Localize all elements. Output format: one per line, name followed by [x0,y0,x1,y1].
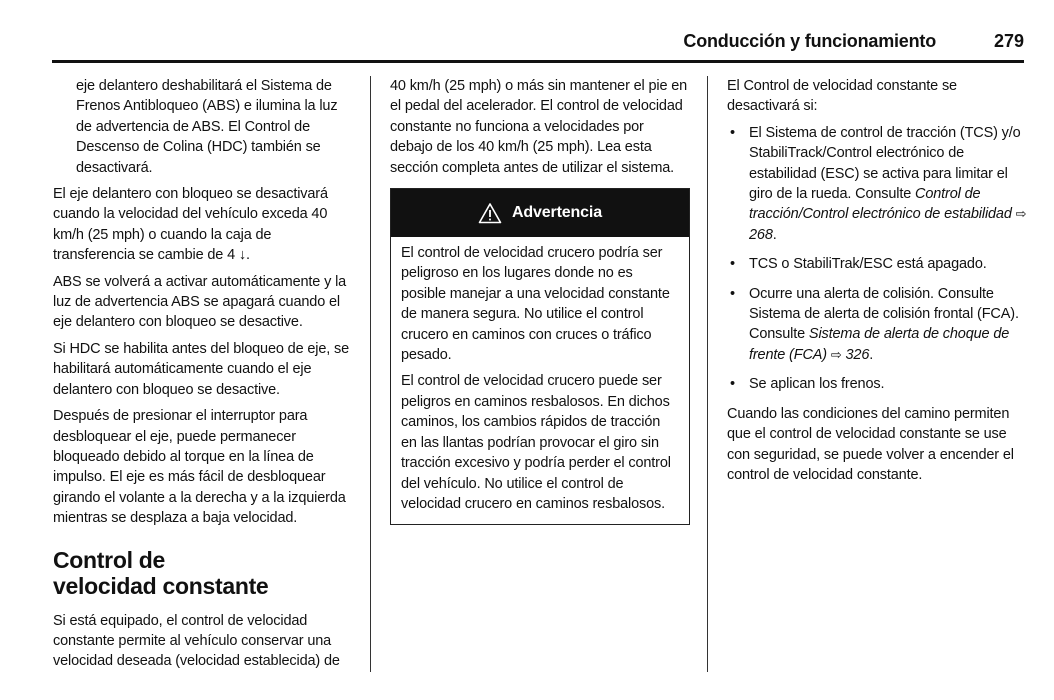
page-reference-number[interactable]: 268 [749,226,773,243]
paragraph-axle-lock-deactivation [53,184,355,266]
reference-link-collision-alert[interactable]: Sistema de alerta de choque de frente (FCA) [749,326,1010,363]
paragraph-cruise-intro: Si está equipado, el control de velocidad constante permite al vehículo conservar una velocidad deseada (velocidad establecida) de [53,612,340,670]
warning-box [390,188,690,525]
warning-body [391,237,689,524]
paragraph-cruise-continued: 40 km/h (25 mph) o más sin mantener el pie en el pedal del acelerador. El control de velocidad constante no funciona a velocidades por debajo de los 40 km/h (25 mph). Lea esta sección completa antes de utilizar el sistema. [390,78,688,176]
paragraph-reactivation: Cuando las condiciones del camino permiten que el control de velocidad constante se use con seguridad, se puede volver a encender el control de velocidad constante. [727,405,1014,483]
column-divider-right [707,76,708,672]
column-right [727,76,1027,491]
paragraph-axle-lock-text: El eje delantero con bloqueo se desactivará cuando la velocidad del vehículo exceda 40 km/h (25 mph) o cuando la caja de transferencia se cambie de 4 [53,186,328,264]
list-item [727,254,1027,274]
paragraph-deactivation-intro: El Control de velocidad constante se desactivará si: [727,78,957,115]
bullet-icon: • [730,285,735,302]
warning-triangle-icon [478,202,502,224]
page-reference-arrow-icon: ⇨ [1015,206,1027,222]
warning-title: Advertencia [512,203,602,221]
list-item-text: Se aplican los frenos. [749,376,885,393]
warning-header [391,189,689,237]
page-number: 279 [993,31,1024,51]
paragraph-axle-lock-end: . [246,247,250,264]
four-low-arrow-icon: ↓ [238,247,246,264]
section-heading-cruise-control [53,547,355,599]
list-item [727,374,1027,394]
bullet-icon: • [730,124,735,141]
header-rule [52,60,1024,63]
column-divider-left [370,76,371,672]
bullet-icon: • [730,256,735,273]
section-heading-line1: Control de [53,546,165,573]
paragraph-abs-reactivation: ABS se volverá a activar automáticamente y la luz de advertencia ABS se apagará cuando el eje delantero con bloqueo se desactive. [53,273,347,331]
list-item: • El Sistema de control de tracción (TCS) y/o StabiliTrack/Control electrónico de estabilidad (ESC) se activa para limitar el giro de la rueda. Consulte Control de tracción/Control electrónico de estabilidad ⇨ 268. [730,124,1027,243]
warning-paragraph-1: El control de velocidad crucero podría ser peligroso en los lugares donde no es posible manejar a una velocidad constante de manera segura. No utilice el control crucero en caminos con cruces o tráfico pesado. [401,245,670,364]
page-reference-arrow-icon: ⇨ [830,346,842,362]
paragraph-unlock-axle: Después de presionar el interruptor para desbloquear el eje, puede permanecer bloqueado debido al torque en la línea de impulso. El eje es más fácil de desbloquear girando el volante a la derecha y a la izquierda mientras se desplaza a baja velocidad. [53,408,346,527]
warning-paragraph-2: El control de velocidad crucero puede ser peligros en caminos resbalosos. En dichos caminos, los cambios rápidos de tracción en las llantas podrían provocar el giro sin tracción excesivo y podría perder el control del vehículo. No utilice el control de velocidad crucero en caminos resbalosos. [401,373,671,512]
paragraph-hdc-reactivation: Si HDC se habilita antes del bloqueo de eje, se habilitará automáticamente cuando el eje delantero con bloqueo se desactive. [53,340,350,398]
paragraph-abs-disabled: eje delantero deshabilitará el Sistema de Frenos Antibloqueo (ABS) e ilumina la luz de advertencia de ABS. El Control de Descenso de Colina (HDC) también se desactivará. [76,78,338,176]
list-item-text: El Sistema de control de tracción (TCS) y/o StabiliTrack/Control electrónico de estabilidad (ESC) se activa para limitar el giro de la rueda. Consulte [749,124,1021,203]
list-item-text: TCS o StabiliTrak/ESC está apagado. [749,256,987,273]
page-reference-number[interactable]: 326 [845,346,870,363]
bullet-icon: • [730,376,735,393]
reference-link-traction-control[interactable]: Control de tracción/Control electrónico de estabilidad [749,186,1012,223]
page-header [0,0,1054,64]
deactivation-list [727,123,1027,395]
list-item: • Ocurre una alerta de colisión. Consulte Sistema de alerta de colisión frontal (FCA). Consulte Sistema de alerta de choque de frente (FCA) ⇨ 326. [730,285,1019,363]
column-left [53,76,355,678]
running-header-title: Conducción y funcionamiento [683,31,936,51]
section-heading-line2: velocidad constante [53,572,269,599]
column-middle [390,76,690,525]
list-item-text: Ocurre una alerta de colisión. Consulte Sistema de alerta de colisión frontal (FCA). Consulte [749,285,1019,343]
